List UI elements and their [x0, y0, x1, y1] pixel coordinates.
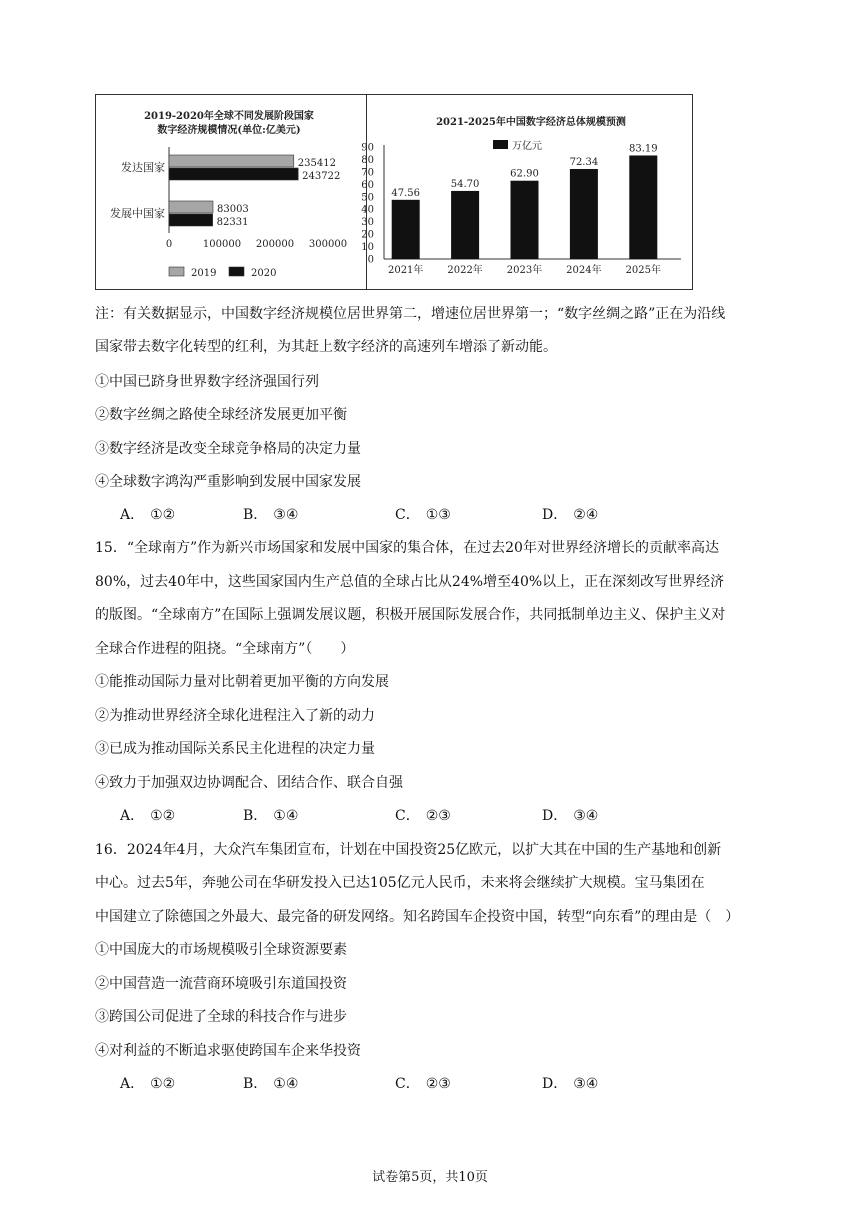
- chart2-data-label: 54.70: [450, 178, 480, 190]
- chart1-data-label: 83003: [216, 204, 249, 215]
- chart1-legend-swatch: [169, 267, 184, 276]
- q16-statement-1: ①中国庞大的市场规模吸引全球资源要素: [95, 942, 347, 958]
- q14-options: [120, 506, 680, 524]
- note-line-1: 注：有关数据显示，中国数字经济规模位居世界第二，增速位居世界第一；“数字丝绸之路”正在为沿线: [95, 306, 726, 322]
- q15-option-c[interactable]: [395, 807, 451, 825]
- q16-stem-line-1: 16．2024年4月，大众汽车集团宣布，计划在中国投资25亿欧元，以扩大其在中国的生产基地和创新: [95, 842, 722, 858]
- q14-statement-1: ①中国已跻身世界数字经济强国行列: [95, 374, 319, 390]
- option-letter: D．: [542, 507, 568, 523]
- option-letter: A．: [120, 808, 145, 824]
- q15-stem-line-2: 80%，过去40年中，这些国家国内生产总值的全球占比从24%增至40%以上，正在深刻改写世界经济: [95, 574, 725, 590]
- q14-option-b[interactable]: [243, 506, 298, 524]
- option-letter: B．: [243, 1076, 268, 1092]
- option-letter: B．: [243, 507, 268, 523]
- chart2-data-label: 72.34: [569, 156, 599, 168]
- q16-stem-line-2: 中心。过去5年，奔驰公司在华研发投入已达105亿元人民币，未来将会继续扩大规模。宝马集团在: [95, 875, 705, 891]
- chart-figure: [95, 94, 693, 290]
- q15-option-d[interactable]: [542, 807, 598, 825]
- chart1-title: 2019-2020年全球不同发展阶段国家: [144, 111, 314, 122]
- option-letter: C．: [395, 808, 420, 824]
- chart2-category-label: 2023年: [506, 265, 543, 276]
- chart1-category-label: 发展中国家: [110, 207, 165, 220]
- q16-option-d[interactable]: [542, 1075, 598, 1093]
- option-text: ①④: [273, 808, 299, 824]
- option-text: ①②: [150, 507, 176, 523]
- q15-statement-1: ①能推动国际力量对比朝着更加平衡的方向发展: [95, 674, 389, 690]
- q14-statement-4: ④全球数字鸿沟严重影响到发展中国家发展: [95, 474, 361, 490]
- chart1-data-label: 243722: [302, 171, 341, 182]
- chart2-bar: [451, 191, 479, 259]
- option-text: ①③: [425, 507, 451, 523]
- chart2-y-tick-label: 20: [361, 229, 374, 241]
- q14-option-a[interactable]: [120, 506, 175, 524]
- q16-options: [120, 1075, 680, 1093]
- note-line-2: 国家带去数字化转型的红利，为其赶上数字经济的高速列车增添了新动能。: [95, 339, 557, 355]
- q16-option-a[interactable]: [120, 1075, 175, 1093]
- chart1-x-tick-label: 0: [165, 239, 173, 250]
- chart1-data-label: 82331: [216, 217, 249, 228]
- page-footer: 试卷第5页，共10页: [372, 1170, 488, 1185]
- option-text: ②③: [425, 1076, 451, 1092]
- chart2-y-tick-label: 50: [361, 192, 374, 204]
- q15-stem-line-4: 全球合作进程的阻挠。“全球南方”（ ）: [95, 641, 355, 657]
- chart1-legend-label: 2019: [191, 268, 217, 279]
- chart2-y-tick-label: 10: [361, 242, 374, 254]
- chart2-category-label: 2022年: [447, 265, 483, 276]
- option-letter: A．: [120, 507, 145, 523]
- q14-statement-2: ②数字丝绸之路使全球经济发展更加平衡: [95, 407, 347, 423]
- chart2-category-label: 2025年: [625, 265, 662, 276]
- q14-statement-3: ③数字经济是改变全球竞争格局的决定力量: [95, 441, 361, 457]
- chart2-legend-swatch: [493, 140, 508, 149]
- chart2-bar: [511, 181, 539, 259]
- q14-option-d[interactable]: [542, 506, 598, 524]
- chart2-legend-label: 万亿元: [512, 141, 542, 152]
- chart2-y-tick-label: 80: [361, 154, 374, 166]
- option-letter: D．: [542, 808, 568, 824]
- option-letter: C．: [395, 1076, 420, 1092]
- chart1-bar: [169, 168, 298, 180]
- chart2-bar: [392, 200, 420, 259]
- q15-option-b[interactable]: [243, 807, 298, 825]
- chart2-y-tick-label: 60: [361, 179, 374, 191]
- chart2-bar: [629, 155, 657, 259]
- chart2-y-tick-label: 30: [361, 217, 374, 229]
- chart1-subtitle: 数字经济规模情况(单位:亿美元): [157, 125, 301, 136]
- option-text: ③④: [573, 1076, 599, 1092]
- option-text: ②④: [573, 507, 599, 523]
- q15-option-a[interactable]: [120, 807, 175, 825]
- q15-statement-4: ④致力于加强双边协调配合、团结合作、联合自强: [95, 775, 403, 791]
- chart2-y-tick-label: 70: [361, 167, 374, 179]
- q16-statement-3: ③跨国公司促进了全球的科技合作与进步: [95, 1009, 347, 1025]
- q16-option-c[interactable]: [395, 1075, 451, 1093]
- q16-stem-line-3: 中国建立了除德国之外最大、最完备的研发网络。知名跨国车企投资中国，转型“向东看”的理由是（ ）: [95, 909, 740, 925]
- chart1-x-tick-label: 200000: [255, 239, 295, 250]
- chart2-bar: [570, 169, 598, 259]
- q15-stem-line-1: 15．“全球南方”作为新兴市场国家和发展中国家的集合体，在过去20年对世界经济增长的贡献率高达: [95, 540, 719, 556]
- chart2-data-label: 62.90: [510, 168, 539, 180]
- option-text: ①②: [150, 808, 176, 824]
- q14-option-c[interactable]: [395, 506, 451, 524]
- q16-statement-2: ②中国营造一流营商环境吸引东道国投资: [95, 976, 347, 992]
- chart2-data-label: 83.19: [628, 143, 658, 155]
- q15-statement-2: ②为推动世界经济全球化进程注入了新的动力: [95, 708, 375, 724]
- chart2-y-tick-label: 90: [361, 142, 374, 154]
- chart1-x-tick-label: 300000: [308, 239, 348, 250]
- chart1-legend-swatch: [229, 267, 244, 276]
- q15-statement-3: ③已成为推动国际关系民主化进程的决定力量: [95, 741, 375, 757]
- chart1-bar: [169, 214, 213, 226]
- charts-svg: [96, 95, 694, 291]
- chart2-category-label: 2024年: [566, 265, 602, 276]
- option-text: ①④: [273, 1076, 299, 1092]
- option-text: ①②: [150, 1076, 176, 1092]
- chart1-data-label: 235412: [297, 158, 336, 169]
- option-text: ③④: [273, 507, 299, 523]
- option-letter: B．: [243, 808, 268, 824]
- option-letter: D．: [542, 1076, 568, 1092]
- chart2-category-label: 2021年: [387, 265, 424, 276]
- chart1-x-tick-label: 100000: [202, 239, 242, 250]
- chart1-legend-label: 2020: [251, 268, 277, 279]
- option-text: ③④: [573, 808, 599, 824]
- chart1-category-label: 发达国家: [121, 161, 165, 174]
- q15-stem-line-3: 的版图。“全球南方”在国际上强调发展议题，积极开展国际发展合作，共同抵制单边主义、保护主义对: [95, 607, 726, 623]
- option-letter: C．: [395, 507, 420, 523]
- chart1-bar: [169, 155, 294, 167]
- chart2-y-tick-label: 40: [361, 204, 374, 216]
- chart2-title: 2021-2025年中国数字经济总体规模预测: [436, 117, 626, 128]
- chart2-data-label: 47.56: [391, 187, 421, 199]
- q16-option-b[interactable]: [243, 1075, 298, 1093]
- q15-options: [120, 807, 680, 825]
- chart1-bar: [169, 201, 213, 213]
- option-text: ②③: [425, 808, 451, 824]
- chart2-y-tick-label: 0: [367, 254, 374, 266]
- q16-statement-4: ④对利益的不断追求驱使跨国车企来华投资: [95, 1043, 361, 1059]
- option-letter: A．: [120, 1076, 145, 1092]
